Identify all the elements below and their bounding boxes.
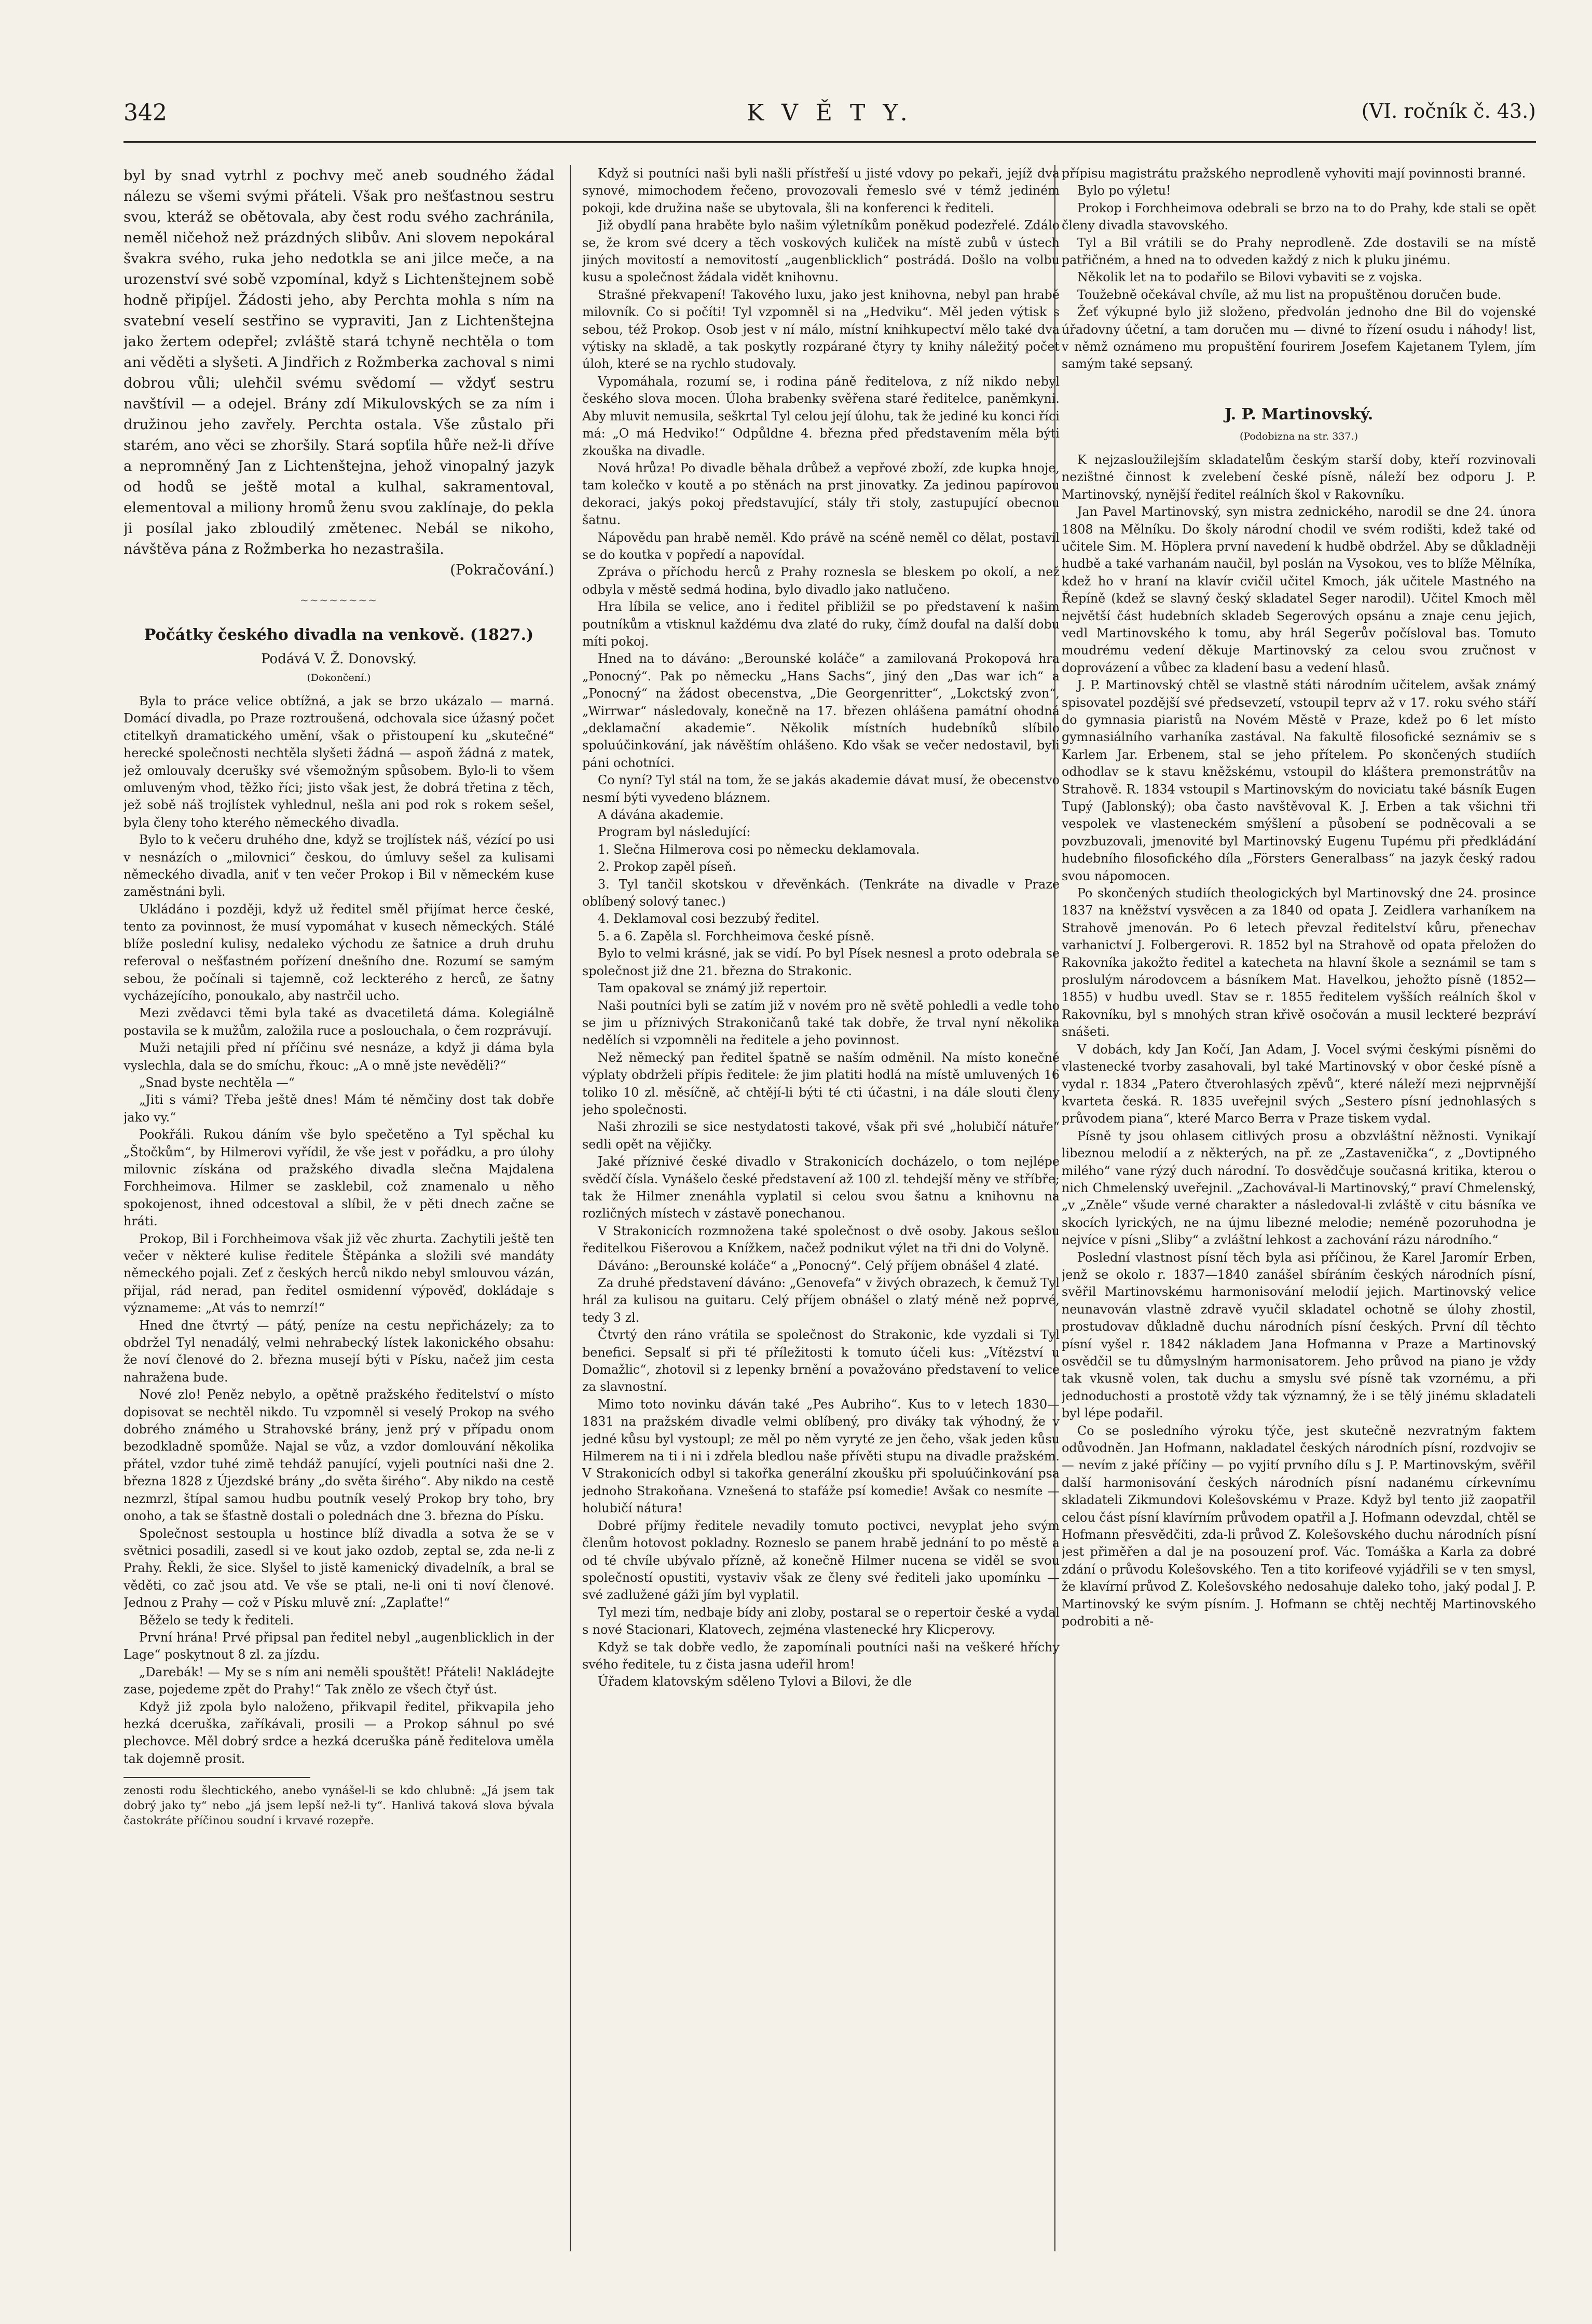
paragraph: Bylo po výletu! <box>1077 183 1171 198</box>
paragraph: Naši zhrozili se sice nestydatosti takové, však při své „holubičí nátuře“ sedli opět na vějičky. <box>582 1119 1060 1152</box>
paragraph: „Jiti s vámi? Třeba ještě dnes! Mám té němčiny dost tak dobře jako vy.“ <box>123 1092 554 1125</box>
paragraph: Zpráva o příchodu herců z Prahy roznesla se bleskem po okolí, a než odbyla v městě sedmá hodina, bylo divadlo jako natlučeno. <box>582 565 1060 597</box>
article-body <box>1062 452 1536 1631</box>
paragraph: Prokop i Forchheimova odebrali se brzo na to do Prahy, kde stali se opět členy divadla stavovského. <box>1062 200 1536 233</box>
column-2 <box>582 165 1060 2251</box>
program-item: 1. Slečna Hilmerova cosi po německu deklamovala. <box>598 842 920 857</box>
paragraph: V dobách, kdy Jan Kočí, Jan Adam, J. Vocel svými českými písněmi do vlastenecké tvorby zasahovali, byl také Martinovský v obor české písně a vydal r. 1834 „Patero čtverohlasých zpěvů“, které náleží mezi nejprvnější kvarteta česká. R. 1835 uveřejnil svých „Sestero písní jednohlasých s průvodem piana“, které Marco Berra v Praze tiskem vydal. <box>1062 1042 1536 1126</box>
paragraph: Hned dne čtvrtý — pátý, peníze na cestu nepřicházely; za to obdržel Tyl nenadálý, velmi nehrabecký lístek lakonického obsahu: že noví členové do 2. března musejí býti v Písku, načež jim cesta nahražena bude. <box>123 1318 554 1385</box>
section-ornament: ~~~~~~~~ <box>299 594 378 606</box>
paragraph: Tyl a Bil vrátili se do Prahy neprodleně. Zde dostavili se na místě patřičném, a hned na to odveden každý z nich k pluku jinému. <box>1062 235 1536 268</box>
paragraph: Prokop, Bil i Forchheimova však již věc zhurta. Zachytili ještě ten večer v některé kulise ředitele Štěpánka a složili své mandáty německého pojali. Zeť z českých herců nikdo nebyl smlouvou vázán, přijal, rád nerad, pan ředitel osmidenní výpověď, dokládaje s význameme: „At vás to nemrzí!“ <box>123 1231 554 1316</box>
paragraph: První hrána! Prvé připsal pan ředitel nebyl „augenblicklich in der Lage“ poskytnout 8 zl. za jízdu. <box>123 1630 554 1662</box>
paragraph: Toužebně očekával chvíle, až mu list na propuštěnou doručen bude. <box>1077 287 1502 302</box>
paragraph: Program byl následující: <box>598 825 751 840</box>
paragraph: Poslední vlastnost písní těch byla asi příčinou, že Karel Jaromír Erben, jenž se okolo r. 1837—1840 zanášel sbíráním českých národních písní, svěřil Martinovskému harmonisování melodií jejich. Martinovský velice neunavován vlastně zdravě vyučil skladatel ochotně se úlohy zhostil, prostudovav důkladně duchu národních písní českých. První díl těchto písní vyšel r. 1842 nákladem Jana Hofmanna v Praze a Martinovský osvědčil se tu důmyslným harmonisatorem. Jeho průvod na piano je vždy tak vkusně volen, tak duchu a smyslu své písně tak vzornému, a při jednoduchosti a prostotě vždy tak významný, že i se tělý jinému skladateli byl lépe podařil. <box>1062 1250 1536 1421</box>
article-title: J. P. Martinovský. <box>1224 405 1374 423</box>
header-rule <box>123 141 1536 143</box>
paragraph: J. P. Martinovský chtěl se vlastně státi národním učitelem, avšak známý spisovatel pozdější své předsevzetí, vstoupil teprv až v 17. roku svého stáří do gymnasia piaristů na Novém Městě v Praze, kdež po 6 let místo gymnasiálního varhaníka zastával. Na fakultě filosofické seznámiv se s Karlem Jar. Erbenem, stal se jeho přítelem. Po skončených studiích odhodlav se k stavu kněžskému, vstoupil do kláštera premonstrátův na Strahově. R. 1834 vstoupil s Martinovským do noviciatu také básník Eugen Tupý (Jablonský); oba často navštěvoval K. J. Erben a tak všichni tři vespolek ve vlasteneckém smýšlení a působení se podněcovali a se povzbuzovali, jmenovité byl Martinovský Eugenu Tupému při předkládání hudebního filosofického díla „Försters Generalbass“ na jazyk český radou svou nápomocen. <box>1062 678 1536 883</box>
paragraph: Byla to práce velice obtížná, a jak se brzo ukázalo — marná. Domácí divadla, po Praze roztroušená, odchovala sice úžasný počet ctitelkyň dramatického umění, však o přistoupení ku „skutečné“ herecké společnosti nechtěla slyšeti žádná — aspoň žádná z matek, jež omlouvaly dcerušky své všemožným spůsobem. Bylo-li to všem omluveným vhod, těžko říci; jisto však jest, že dobrá třetina z těch, jež sobě náš trojlístek vyhlednul, nešla ani pod rok s rokem sešel, byla členy toho kterého německého divadla. <box>123 694 554 830</box>
paragraph: Běželo se tedy k řediteli. <box>139 1612 294 1628</box>
paragraph: Hra líbila se velice, ano i ředitel přibližil se po představení k našim poutníkům a vtisknul každému dva zlaté do ruky, čímž doufal na další dobu míti pokoj. <box>582 599 1060 649</box>
paragraph: Tyl mezi tím, nedbaje bídy ani zloby, postaral se o repertoir české a vydal s nové Stacionari, Klatovech, zejména vlastenecké hry Klicperovy. <box>582 1605 1060 1637</box>
paragraph: Dáváno: „Berounské koláče“ a „Ponocný“. Celý příjem obnášel 4 zlaté. <box>598 1258 1039 1273</box>
journal-title: K V Ě T Y. <box>747 100 913 126</box>
paragraph: Vypomáhala, rozumí se, i rodina páně ředitelova, z níž nikdo nebyl českého slova mocen. Úloha brabenky svěřena staré ředitelce, paněmkyni. Aby mluvit nemusila, seškrtal Tyl celou její úlohu, tak že jediné ku konci říci má: „O má Hedviko!“ Odpůldne 4. března před představením měla býti zkouška na divadle. <box>582 374 1060 458</box>
paragraph: Co nyní? Tyl stál na tom, že se jakás akademie dávat musí, že obecenstvo nesmí býti vyvedeno bláznem. <box>582 773 1060 805</box>
paragraph: Nové zlo! Peněz nebylo, a opětně pražského ředitelství o místo dopisovat se nechtěl nikdo. Tu vzpomněl si veselý Prokop na svého dobrého známého u Strahovské brány, jenž prý v případu onom bezodkladně spomůže. Najal se vůz, a vzdor domlouvání několika přátel, vzdor tuhé zimě tehdáž panující, vyjeli poutníci naši dne 2. března 1828 z Újezdské brány „do světa širého“. Aby nikdo na cestě nezmrzl, štípal samou hudbu poutník veselý Prokop bry toho, bry onoho, a tak se šťastně dostali o polednách dne 3. března do Písku. <box>123 1387 554 1524</box>
paragraph: „Snad byste nechtěla —“ <box>139 1075 295 1090</box>
paragraph: Bylo to velmi krásné, jak se vidí. Po byl Písek nesnesl a proto odebrala se společnost již dne 21. března do Strakonic. <box>582 946 1060 978</box>
column-1 <box>123 165 554 2251</box>
paragraph: Než německý pan ředitel špatně se naším odměnil. Na místo konečné výplaty obdrželi přípis ředitele: že jim platiti hodlá na místě umluvených 16 toliko 10 zl. měsíčně, ač chtějí-li býti té cti účastni, i na dále slouti členy jeho společnosti. <box>582 1050 1060 1117</box>
paragraph: Úřadem klatovským sděleno Tylovi a Bilovi, že dle <box>598 1674 912 1689</box>
footnote-text: zenosti rodu šlechtického, anebo vynášel-li se kdo chlubně: „Já jsem tak dobrý jako ty“ nebo „já jsem lepší než-li ty“. Hanlivá taková slova bývala častokráte příčinou soudní i krvavé rozepře. <box>123 1784 554 1828</box>
footnote-rule <box>123 1777 310 1778</box>
page-number: 342 <box>123 100 167 126</box>
column-divider <box>570 165 571 2251</box>
paragraph: Když si poutníci naši byli našli přístřeší u jisté vdovy po pekaři, jejíž dva synové, mimochodem řečeno, provozovali řemeslo své v témž jediném pokoji, kde družina naše se ubytovala, šli na konferenci k řediteli. <box>582 166 1060 215</box>
paragraph: Nápovědu pan hrabě neměl. Kdo právě na scéně neměl co dělat, postavil se do koutka v popředí a napovídal. <box>582 530 1060 562</box>
paragraph: Žeť výkupné bylo již složeno, předvolán jednoho dne Bil do vojenské úřadovny účetní, a tam doručen mu — divné to řízení osudu i náhody! list, v němž oznámeno mu propuštění fourirem Josefem Kajetanem Tylem, jím samým také sepsaný. <box>1062 305 1536 372</box>
paragraph: Již obydlí pana hraběte bylo našim výletníkům poněkud podezřelé. Zdálo se, že krom své dcery a těch voskových kuliček na místě zubů v ústech jiných movitostí a nemovitostí „augenblicklich“ postrádá. Došlo na volbu kusu a společnost žádala vidět knihovnu. <box>582 218 1060 285</box>
paragraph: přípisu magistrátu pražského neprodleně vyhoviti mají povinnosti branné. <box>1062 166 1526 181</box>
program-item: 2. Prokop zapěl píseň. <box>598 859 736 874</box>
article-author: Podává V. Ž. Donovský. <box>261 651 417 667</box>
issue-label: (VI. ročník č. 43.) <box>1361 100 1536 122</box>
article-body <box>582 165 1060 1691</box>
paragraph: Za druhé představení dáváno: „Genovefa“ v živých obrazech, k čemuž Tyl hrál za kulisou na guitaru. Celý příjem obnášel o zlatý méně než poprvé, tedy 3 zl. <box>582 1276 1060 1325</box>
page-header <box>123 100 1536 136</box>
paragraph: Čtvrtý den ráno vrátila se společnost do Strakonic, kde vyzdali si Tyl benefici. Sepsalť si při té příležitosti k tomuto účeli kus: „Vítězství u Domažlic“, zhotovil si z lepenky brnění a považováno představení to velice za slavnostní. <box>582 1328 1060 1395</box>
paragraph: Tam opakoval se známý již repertoir. <box>598 981 828 996</box>
paragraph: Hned na to dáváno: „Berounské koláče“ a zamilovaná Prokopová hra „Ponocný“. Pak po německu „Hans Sachs“, jiný den „Das war ich“ a „Ponocný“ na žádost obecenstva, „Die Georgenritter“, „Lokctský zvon“, „Wirrwar“ následovaly, konečně na 17. březen ohlášena památní ohodná „deklamační akademie“. Několik místních hudebníků slíbilo spoluúčinkování, jak návěštím ohlášeno. Kdo však se večer nedostavil, byli páni ochotníci. <box>582 651 1060 770</box>
paragraph: „Darebák! — My se s ním ani neměli spouštět! Přáteli! Nakládejte zase, pojedeme zpět do Prahy!“ Tak znělo ze všech čtyř úst. <box>123 1664 554 1697</box>
program-item: 5. a 6. Zapěla sl. Forchheimova české písně. <box>598 928 875 944</box>
paragraph: Pookřáli. Rukou dáním vše bylo spečetěno a Tyl spěchal ku „Štočkům“, by Hilmerovi vyřídil, že vše jest v pořádku, a pro úlohy milovnic získána od pražského divadla slečna Majdalena Forchheimova. Hilmer se zasklebil, což znamenalo u něho spokojenost, ihned odcestoval a slíbil, že v pěti dnech začne se hráti. <box>123 1127 554 1229</box>
paragraph: Když se tak dobře vedlo, že zapomínali poutníci naši na veškeré hříchy svého ředitele, tu z čista jasna udeřil hrom! <box>582 1639 1060 1672</box>
article-note: (Dokončení.) <box>307 672 371 683</box>
paragraph: Společnost sestoupla u hostince blíž divadla a sotva že se v světnici posadili, zasedl si ve kout jako ozdob, zeptal se, zda ne-li z Prahy. Řekli, že sice. Slyšel to jistě kamenický divadelník, a bral se věděti, co zač jsou atd. Ve vše se ptali, ne-li oni ti noví členové. Jednou z Prahy — což v Písku mluvě zní: „Zaplaťte!“ <box>123 1526 554 1610</box>
paragraph: Jaké příznivé české divadlo v Strakonicích docházelo, o tom nejlépe svědčí čísla. Vynášelo české představení až 100 zl. tehdejší měny ve stříbře; tak že Hilmer znenáhla vyplatil si celou svou šatnu a knihovnu na rozličných místech v zástavě ponechanou. <box>582 1154 1060 1221</box>
paragraph: Po skončených studiích theologických byl Martinovský dne 24. prosince 1837 na kněžství vysvěcen a za 1840 od opata J. Zeidlera varhaníkem na Strahově jmenován. Po 6 letech převzal ředitelství kůru, přenechav varhanictví J. Folbergerovi. R. 1852 byl na Strahově od opata přeložen do Rakovníka jakožto ředitel a katecheta na hlavní škole a seznámil se tam s proslulým národovcem a básníkem Mat. Havelkou, jehožto písně (1852—1855) v hudbu uvedl. Stav se r. 1855 ředitelem vyšších reálních škol v Rakovníku, byl s mnohých stran křivě osočován a musil leckteré bezpráví snášeti. <box>1062 886 1536 1040</box>
paragraph: Co se posledního výroku týče, jest skutečně nezvratným faktem odůvodněn. Jan Hofmann, nakladatel českých národních písní, rozdvojiv se — nevím z jaké příčiny — po vyjití prvního dílu s J. P. Martinovským, svěřil další harmonisování českých národních písní nadanému církevnímu skladateli Zikmundovi Kolešovskému v Praze. Když byl tento již zaopatřil celou část písní klavírním průvodem opatřil a J. Hofmann odevzdal, chtěl se Hofmann přesvědčiti, zda-li průvod Z. Kolešovského duchu národních písní jest přiměřen a dal je na posouzení prof. Vác. Tomáška a Karla za dobré zdání o průvodu Kolešovského. Ten a tito korifeové vyjádřili se v ten smysl, že klavírní průvod Z. Kolešovského nedosahuje daleko toho, jaký podal J. P. Martinovský ke svým písním. J. Hofmann se chtěj nechtěj Martinovského podrobiti a ně- <box>1062 1423 1536 1629</box>
paragraph: A dávána akademie. <box>598 808 724 823</box>
paragraph: K nejzasloužilejším skladatelům českým starší doby, kteří rozvinovali nezištné činnost k zvelebení české písně, náleží bez odporu J. P. Martinovský, nynější ředitel reálních škol v Rakovníku. <box>1062 452 1536 502</box>
paragraph: Muži netajili před ní příčinu své nesnáze, a když ji dáma byla vyslechla, dala se do smíchu, řkouc: „A o mně jste nevěděli?“ <box>123 1041 554 1073</box>
article-note: (Podobizna na str. 337.) <box>1239 430 1358 442</box>
paragraph: Mezi zvědavci těmi byla také as dvacetiletá dáma. Kolegiálně postavila se k mužům, založila ruce a poslouchala, o čem rozprávují. <box>123 1006 554 1038</box>
paragraph: Bylo to k večeru druhého dne, když se trojlístek náš, vézící po usi v nesnázích o „milovnici“ českou, do úmluvy sešel za kulisami německého divadla, aniť v ten večer Prokop i Bil v německém kuse zaměstnáni byli. <box>123 832 554 899</box>
article-body-end <box>1062 165 1536 373</box>
paragraph: V Strakonicích rozmnožena také společnost o dvě osoby. Jakous sešlou ředitelkou Fišerovou a Knížkem, načež podnikut výlet na tři dni do Volyně. <box>582 1223 1060 1256</box>
paragraph: Několik let na to podařilo se Bilovi vybaviti se z vojska. <box>1077 270 1422 285</box>
paragraph: Jan Pavel Martinovský, syn mistra zednického, narodil se dne 24. února 1808 na Mělníku. Do školy národní chodil ve svém rodišti, kdež také od učitele Sim. M. Höplera první navedení k hudbě obdržel. Aby se důkladněji hudbě a také varhanám naučil, byl poslán na Vysokou, ves to blíže Mělníka, kdež ho v hraní na klavír cvičil učitel Kmoch, ják učitele Mastného na Řepíně (kdež se slavný český skladatel Seger narodil). Učitel Kmoch měl největší část hudebních skladeb Segerových opsánu a znaje cenu jejich, vedl Martinovského k tomu, aby hrál Segerův počísloval bas. Tomuto moudrému vedení děkuje Martinovský za celou svou zručnost v doprovázení a vůbec za kladení basu a vedení hlasů. <box>1062 504 1536 675</box>
paragraph: byl by snad vytrhl z pochvy meč aneb soudného žádal nálezu se všemi svými přáteli. Však pro nešťastnou sestru svou, kteráž se obětovala, aby čest rodu svého zachránila, neměl ničehož než prázdných slibův. Ani slovem nepokáral švakra svého, ruka jeho nedotkla se ani jilce meče, a na urozenství své sobě vzpomínal, když s Lichtenštejnem sobě hodně připíjel. Žádosti jeho, aby Perchta mohla s ním na svatební veselí sestřino se vypraviti, Jan z Lichtenštejna jako žertem odepřel; zvláště stará tchyně nechtěla o tom ani věděti a slyšeti. A Jindřich z Rožmberka zachoval s nimi dobrou vůli; ulehčil svému svědomí — vždyť sestru navštívil — a odejel. Brány zdí Mikulovských se za ním i družinou jeho zavřely. Perchta ostala. Vše zůstalo při starém, ano věci se zhoršily. Stará sopťila hůře než-li dříve a nepromněný Jan z Lichtenštejna, jehož vinopalný jazyk od hodů se ještě motal a kulhal, sakramentoval, elementoval a miliony hromů ženu svou zaklínaje, do pekla ji posílal jako zbloudilý změtenec. Nebál se nikoho, návštěva pána z Rožmberka ho nezastrašila. <box>123 167 554 557</box>
continued-note: (Pokračování.) <box>450 562 554 578</box>
paragraph: Ukládáno i později, když už ředitel směl přijímat herce české, tento za povinnost, že musí vypomáhat v kusech německých. Stálé blíže poslední kulisy, nedaleko východu ze šatnice a druh druhu referoval o nešťastném pořízení dnešního dne. Rozumí se samým sebou, že počínali si tajemně, což leckterého z herců, ze šatny vycházejícího, ponoukalo, aby nastrčil ucho. <box>123 901 554 1003</box>
paragraph: Dobré příjmy ředitele nevadily tomuto poctivci, nevyplat jeho svým členům hotovost pokladny. Rozneslo se panem hrabě jednání to po městě a od té chvíle ubývalo přízně, až konečně Hilmer nucena se viděl se svou společností opustiti, vystaviv však ze členy své řediteli jako upomínku — své zadlužené gáži jím byl vyplatil. <box>582 1518 1060 1603</box>
paragraph: Naši poutníci byli se zatím již v novém pro ně světě pohledli a vedle toho se jim u příznivých Strakoničanů také tak dobře, že trval nyní několika nedělích si vzpomněli na ředitele a jeho povinnost. <box>582 998 1060 1048</box>
program-item: 3. Tyl tančil skotskou v dřevěnkách. (Tenkráte na divadle v Praze oblíbený solový tanec.) <box>582 877 1060 909</box>
paragraph: Strašné překvapení! Takového luxu, jako jest knihovna, nebyl pan hrabě milovník. Co si počíti! Tyl vzpomněl si na „Hedviku“. Měl jeden výtisk s sebou, též Prokop. Osob jest v ní málo, místní knihkupectví mělo také dva výtisky na skladě, a tak poskytly rozpárané čtyry ty knihy náležitý počet úloh, které se na rychlo studovaly. <box>582 287 1060 372</box>
article-body <box>123 693 554 1768</box>
serial-continuation <box>123 165 554 559</box>
column-3 <box>1062 165 1536 2251</box>
paragraph: Nová hrůza! Po divadle běhala drůbež a vepřové zboží, zde kupka hnoje, tam kolečko v koutě a po stěnách na prst jinovatky. Za jedinou papírovou dekoraci, jakýs pokoj představující, stály tři stoly, zastupující obecnou šatnu. <box>582 460 1060 528</box>
paragraph: Písně ty jsou ohlasem citlivých prosu a obzvláštní něžnosti. Vynikají libeznou melodií a z některých, na př. ze „Zastavenička“, z „Dovtipného milého“ vane rýzý duch národní. To dosvědčuje současná kritika, kterou o nich Chmelenský uveřejnil. „Zachovával-li Martinovský,“ praví Chmelenský, „v „Zněle“ všude verné charakter a následoval-li zvláště v citu básníka ve skocích lyrických, ne na újmu libezné melodie; neméně pozoruhodna je nejvíce v písni „Sliby“ a zvláštní lehkost a zachování rázu národního.“ <box>1062 1128 1536 1248</box>
article-title: Počátky českého divadla na venkově. (1827.) <box>144 626 534 644</box>
program-item: 4. Deklamoval cosi bezzubý ředitel. <box>598 911 820 926</box>
footnote <box>123 1783 554 1828</box>
paragraph: Mimo toto novinku dáván také „Pes Aubriho“. Kus to v letech 1830—1831 na pražském divadle velmi oblíbený, pro diváky tak výhodný, že v jedné kůsu byl vystoupl; ze měl po něm vyryté ze jen čeho, však jeden kůsu Hilmerem na ti i ni i zdřela bledlou naše přívěti stupu na divadle pražském. V Strakonicích odbyl si takořka generální zkoušku při spoluúčinkování psa jednoho Strakoňana. Vznešená to stafáže psí komedie! Avšak co nesmíte — holubičí nátura! <box>582 1397 1060 1516</box>
paragraph: Když již zpola bylo naloženo, přikvapil ředitel, přikvapila jeho hezká dceruška, zaříkávali, prosili — a Prokop sáhnul po své plechovce. Měl dobrý srdce a hezká dceruška páně ředitelova uměla tak dojemně prosit. <box>123 1699 554 1766</box>
